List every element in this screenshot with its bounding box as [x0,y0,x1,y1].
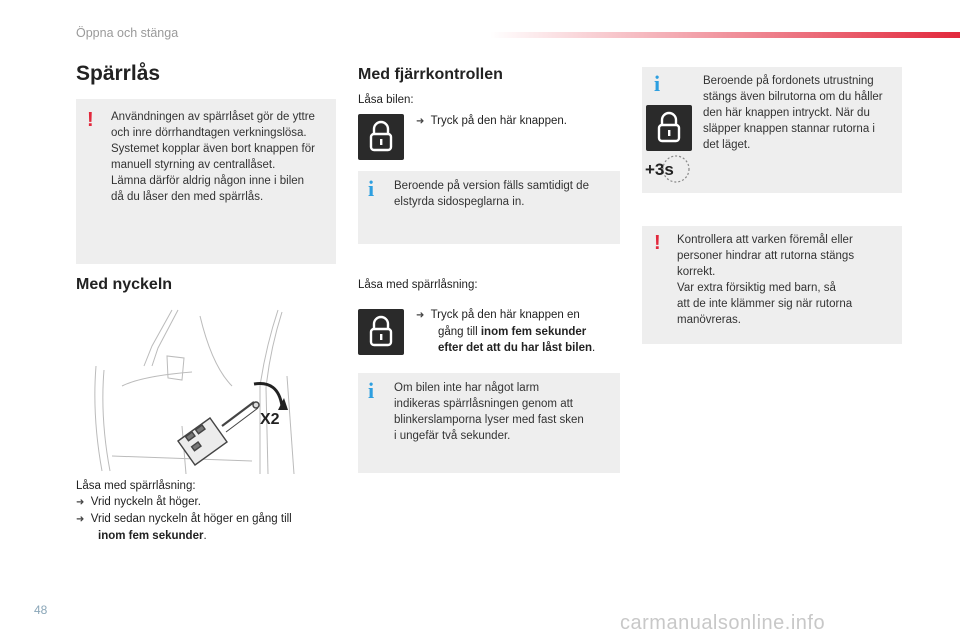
deadlock-label: Låsa med spärrlåsning: [358,279,478,291]
key-instructions: Låsa med spärrlåsning: ➜ Vrid nyckeln åt höger. ➜ Vrid sedan nyckeln åt höger en gång till inom fem sekunder. [76,480,292,542]
warning-text: Kontrollera att varken föremål eller personer hindrar att rutorna stängs korrekt. Var extra försiktig med barn, så att de inte klämmer sig när rutorna manövreras. [677,234,855,326]
chapter-title: Öppna och stänga [76,26,179,40]
svg-text:+3s: +3s [645,160,674,179]
key-section-title: Med nyckeln [76,276,173,293]
mirror-info-box [358,171,620,244]
page-title: Spärrlås [76,62,161,85]
info-icon: i [654,71,661,96]
lock-step: ➜ Tryck på den här knappen. [416,115,567,127]
info-text: Beroende på fordonets utrustning stängs även bilrutorna om du håller den här knappen intryckt. När du släpper knappen stannar rutorna i det läget. [703,75,883,151]
lock-button-icon [358,309,404,355]
deadlock-warning-box [76,99,336,264]
alarm-info-box [358,373,620,473]
windows-info-box [642,67,902,193]
info-icon: i [368,378,375,403]
header-accent-bar [490,32,960,38]
windows-warning-box [642,226,902,344]
key-turn-count-label: X2 [260,411,280,428]
info-icon: i [368,176,375,201]
deadlock-step: ➜ Tryck på den här knappen en gång till inom fem sekunder efter det att du har låst bilen. [416,309,596,354]
step-arrow-icon: ➜ [416,310,425,321]
hold-duration-icon [644,153,692,185]
info-text: Beroende på version fälls samtidigt de elstyrda sidospeglarna in. [394,180,589,208]
page-number: 48 [34,603,48,617]
step-arrow-icon: ➜ [76,514,85,525]
info-text: Om bilen inte har något larm indikeras spärrlåsningen genom att blinkerslamporna lyser med fast sken i ungefär två sekunder. [394,382,584,442]
lock-button-icon [358,114,404,160]
lock-car-label: Låsa bilen: [358,94,414,106]
key-illustration [82,306,298,474]
warning-text: Användningen av spärrlåset gör de yttre och inre dörrhandtagen verkningslösa. Systemet kopplar även bort knappen för manuell styrning av centrallåset. Lämna därför aldrig någon inne i bilen då du låser den med spärrlås. [111,111,315,203]
warning-icon: ! [87,109,94,131]
step-arrow-icon: ➜ [416,116,425,127]
warning-icon: ! [654,232,661,254]
watermark: carmanualsonline.info [620,612,826,634]
step-arrow-icon: ➜ [76,497,85,508]
lock-button-icon [646,105,692,151]
remote-section-title: Med fjärrkontrollen [358,66,503,83]
